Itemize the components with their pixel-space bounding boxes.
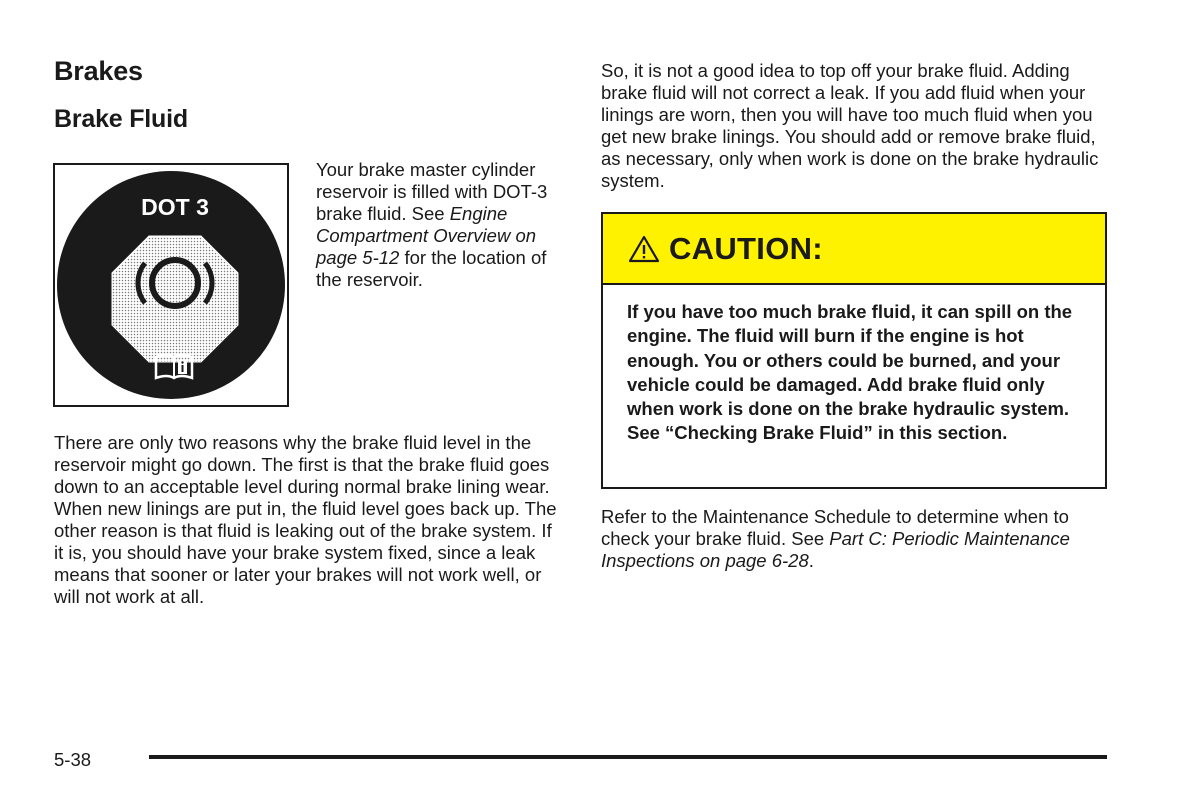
section-heading: Brakes bbox=[54, 56, 143, 86]
subsection-heading: Brake Fluid bbox=[54, 105, 188, 133]
maintenance-schedule-paragraph bbox=[601, 506, 1111, 572]
top-off-paragraph: So, it is not a good idea to top off your brake fluid. Adding brake fluid will not correct a leak. If you add fluid when your linings are worn, then you will have too much fluid when you get new brake linings. You should add or remove brake fluid, as necessary, only when work is done on the brake hydraulic system. bbox=[601, 60, 1099, 191]
dot3-label: DOT 3 bbox=[141, 194, 209, 220]
warning-triangle-icon bbox=[627, 234, 661, 264]
figure-caption-text bbox=[316, 159, 566, 291]
fluid-level-paragraph: There are only two reasons why the brake fluid level in the reservoir might go down. The first is that the brake fluid goes down to an acceptable level during normal brake lining wear. When new linings are put in, the fluid level goes back up. The other reason is that fluid is leaking out of the brake system. If it is, you should have your brake system fixed, since a leak means that sooner or later your brakes will not work well, or will not work at all. bbox=[54, 432, 557, 607]
footer-rule bbox=[149, 755, 1107, 759]
caption-text-1: Your brake master cylinder reservoir is filled with DOT-3 brake fluid. See bbox=[316, 159, 548, 224]
brake-warning-icon bbox=[112, 236, 238, 362]
caution-header bbox=[603, 214, 1105, 285]
periodic-maintenance-reference: Part C: Periodic Maintenance Inspections on page 6-28 bbox=[601, 528, 1070, 571]
engine-compartment-reference: Engine Compartment Overview on page 5-12 bbox=[316, 203, 537, 268]
caution-body-text: If you have too much brake fluid, it can spill on the engine. The fluid will burn if the engine is hot enough. You or others could be burned, and your vehicle could be damaged. Add brake fluid only when work is done on the brake hydraulic system. See “Checking Brake Fluid” in this section. bbox=[627, 301, 1073, 444]
page-number: 5-38 bbox=[54, 749, 92, 770]
maintenance-text-2: . bbox=[808, 550, 814, 571]
caption-text-2: for the location of the reservoir. bbox=[316, 247, 547, 290]
dot3-cap-figure bbox=[53, 163, 289, 407]
maintenance-text-1: Refer to the Maintenance Schedule to determine when to check your brake fluid. See bbox=[601, 506, 1069, 549]
caution-box bbox=[601, 212, 1107, 489]
caution-title: CAUTION: bbox=[669, 230, 823, 266]
